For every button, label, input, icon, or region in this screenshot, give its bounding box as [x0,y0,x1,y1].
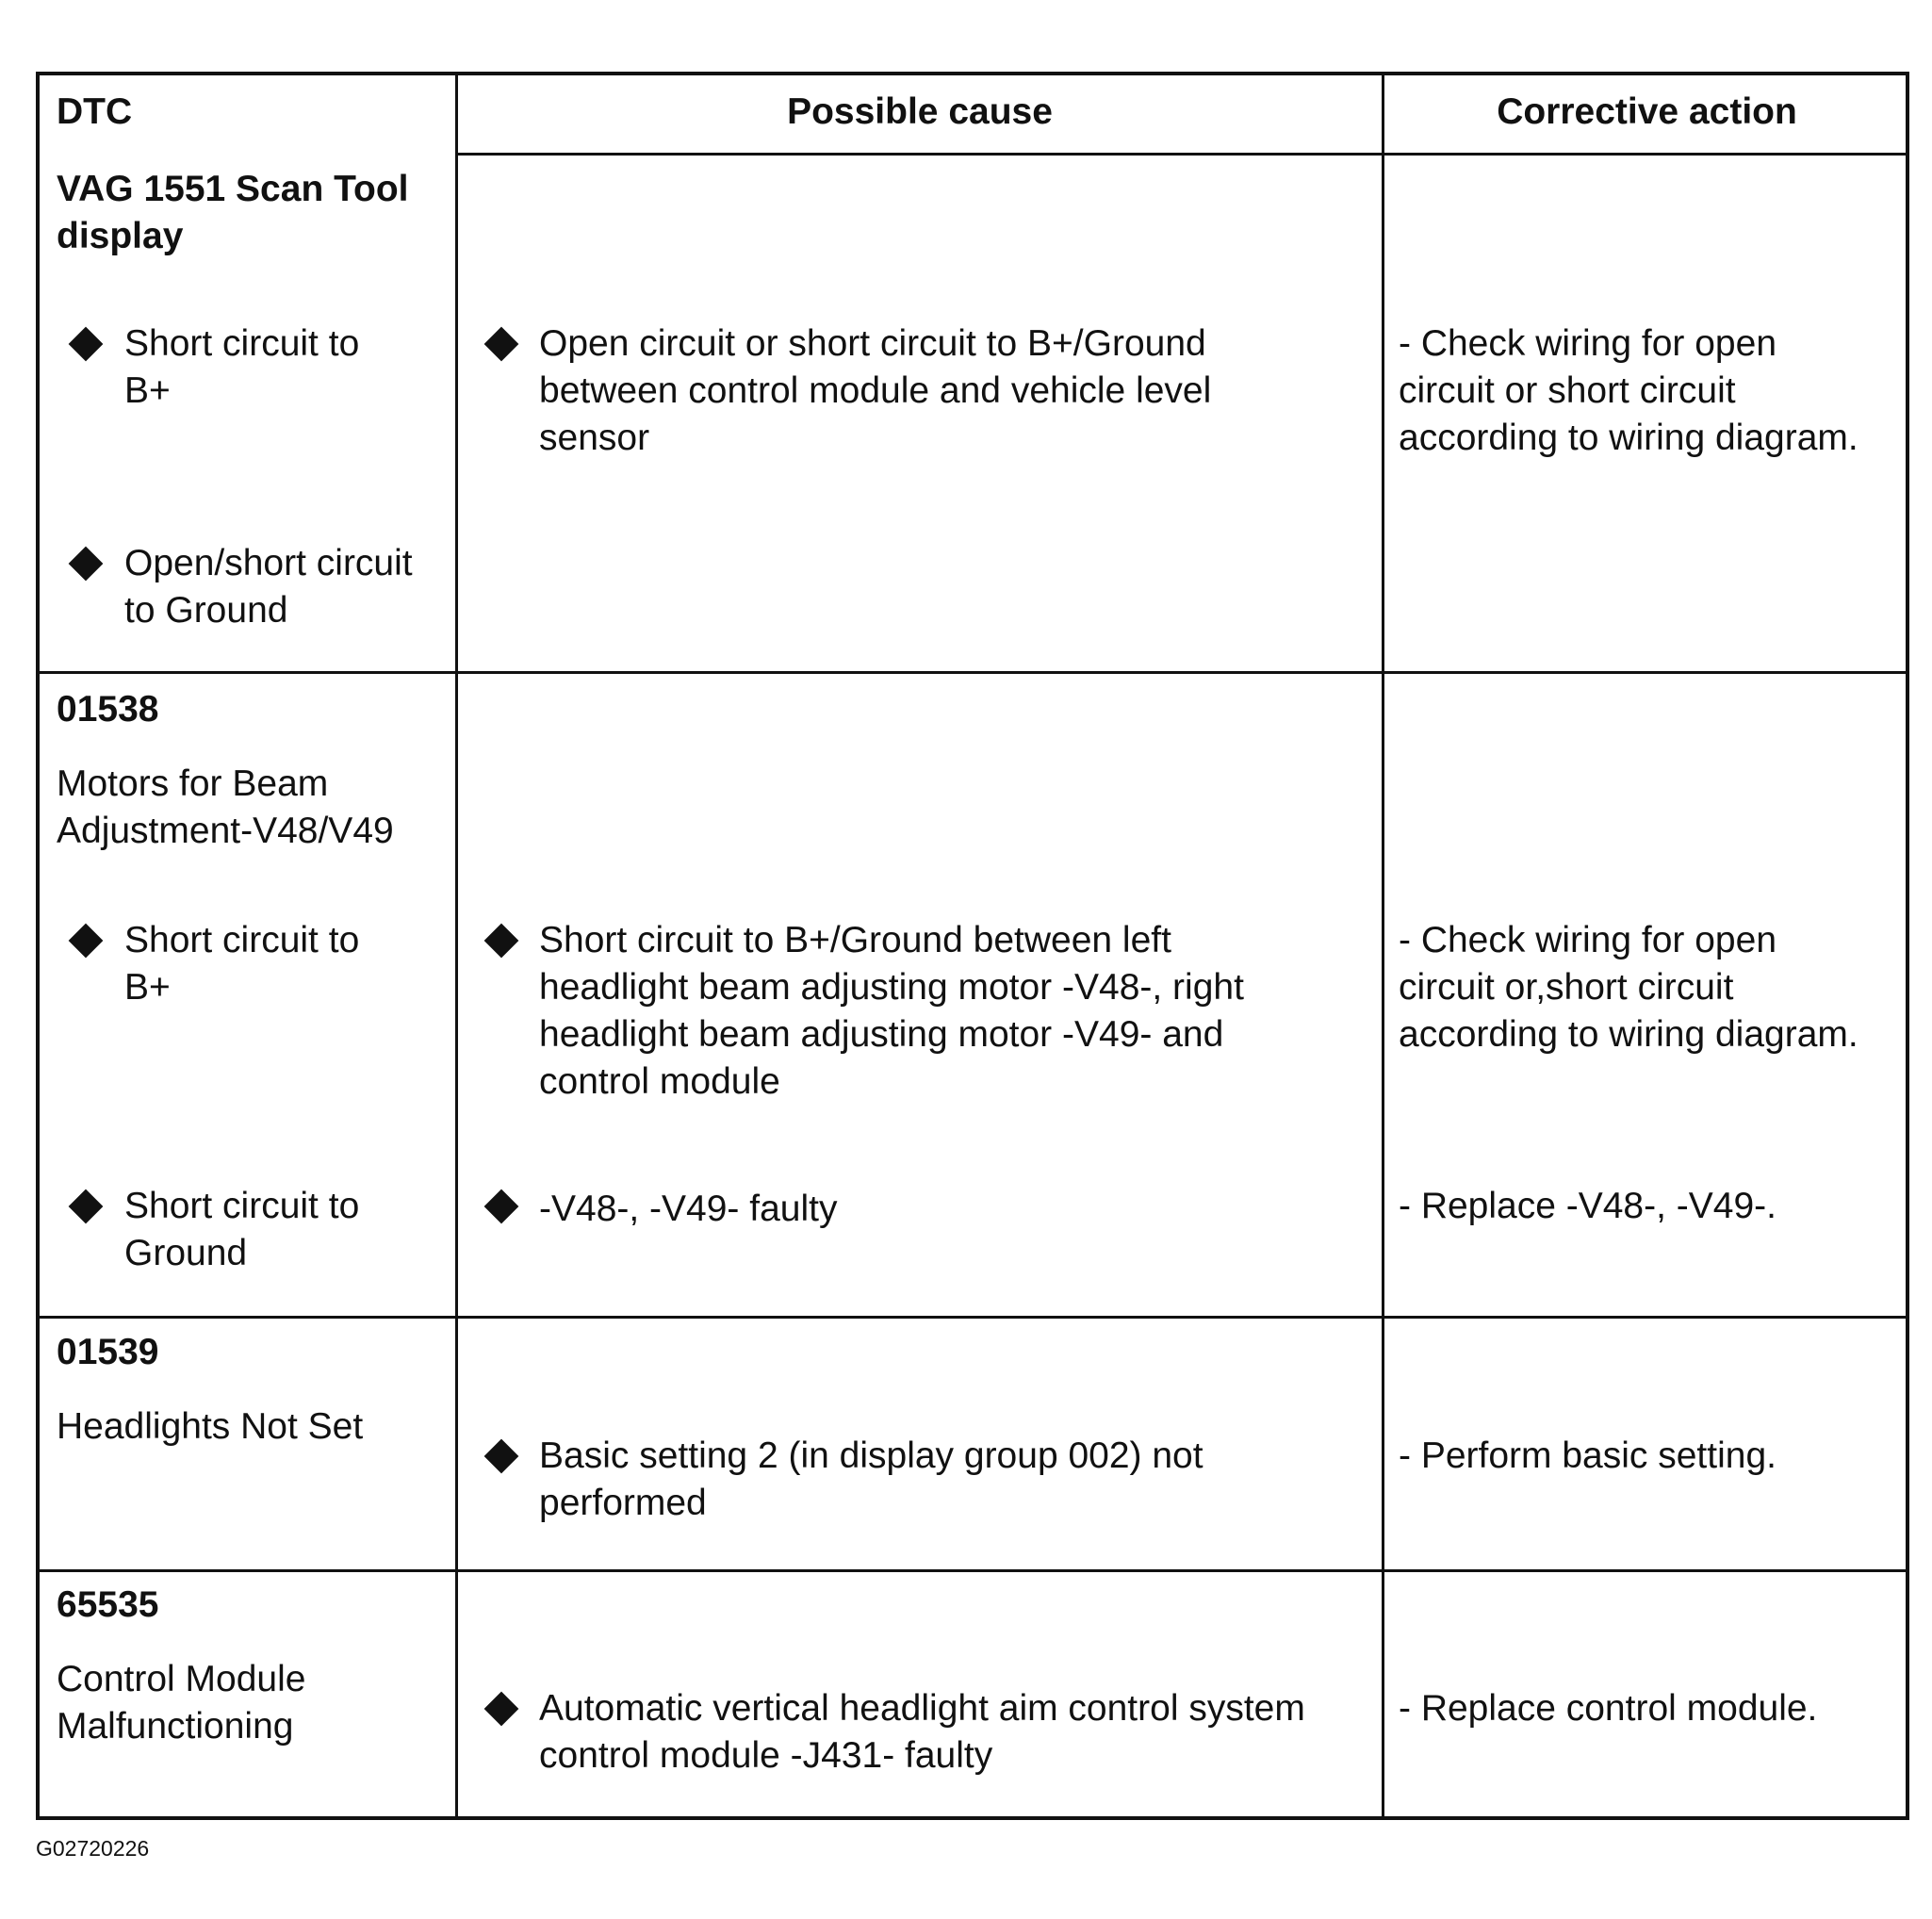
text-line: Short circuit to [124,1186,360,1226]
dtc-table [36,72,1909,1820]
text-line: Open circuit or short circuit to B+/Ground [539,323,1206,364]
text-line: Control Module [57,1659,306,1699]
header-possible-cause: Possible cause [787,91,1053,132]
text-line: - Replace -V48-, -V49-. [1399,1186,1776,1226]
dtc-code: 01538 [57,689,159,730]
text-line: sensor [539,418,650,458]
figure-id: G02720226 [36,1836,150,1861]
text-line: Ground [124,1233,248,1273]
text-line: headlight beam adjusting motor -V48-, right [539,967,1244,1008]
row-divider [40,671,1906,674]
text-line: - Check wiring for open [1399,920,1777,960]
diamond-bullet-icon [484,1692,519,1727]
diamond-bullet-icon [69,327,104,362]
dtc-name [57,1656,305,1750]
dtc-condition [124,540,413,634]
text-line: circuit or short circuit [1399,370,1736,411]
text-line: - Perform basic setting. [1399,1435,1776,1476]
dtc-condition [124,320,359,415]
text-line: control module [539,1061,780,1102]
diamond-bullet-icon [69,547,104,582]
diamond-bullet-icon [484,1439,519,1474]
header-dtc: DTC [57,91,133,132]
dtc-condition [124,917,359,1011]
diamond-bullet-icon [69,1189,104,1224]
text-line: between control module and vehicle level [539,370,1212,411]
scan-tool-title-line: VAG 1551 Scan Tool [57,169,409,209]
text-line: according to wiring diagram. [1399,418,1858,458]
text-line: - Check wiring for open [1399,323,1777,364]
column-divider [1382,75,1384,1816]
text-line: Motors for Beam [57,763,329,804]
text-line: Basic setting 2 (in display group 002) not [539,1435,1203,1476]
possible-cause [539,1433,1203,1527]
diamond-bullet-icon [484,327,519,362]
row-divider [40,1569,1906,1572]
text-line: B+ [124,967,171,1008]
dtc-name [57,1403,363,1451]
corrective-action [1399,320,1858,462]
text-line: Short circuit to [124,323,360,364]
diamond-bullet-icon [69,924,104,959]
text-line: Short circuit to B+/Ground between left [539,920,1171,960]
dtc-code: 65535 [57,1584,159,1625]
diamond-bullet-icon [484,1189,519,1224]
header-divider [455,153,1906,156]
text-line: according to wiring diagram. [1399,1014,1858,1055]
dtc-code: 01539 [57,1332,159,1372]
diamond-bullet-icon [484,924,519,959]
text-line: Adjustment-V48/V49 [57,811,394,851]
dtc-name [57,761,394,855]
dtc-condition [124,1183,359,1277]
header-corrective-action: Corrective action [1497,91,1797,132]
text-line: Headlights Not Set [57,1406,364,1447]
text-line: performed [539,1483,707,1523]
text-line: Short circuit to [124,920,360,960]
possible-cause [539,917,1244,1106]
text-line: to Ground [124,590,288,631]
possible-cause [539,1186,837,1233]
text-line: control module -J431- faulty [539,1735,993,1776]
corrective-action [1399,917,1858,1058]
row-divider [40,1316,1906,1319]
column-divider [455,75,458,1816]
corrective-action [1399,1433,1776,1480]
possible-cause [539,1685,1305,1780]
text-line: B+ [124,370,171,411]
scan-tool-title-line: display [57,216,184,256]
corrective-action [1399,1685,1817,1732]
text-line: Malfunctioning [57,1706,294,1747]
text-line: -V48-, -V49- faulty [539,1189,838,1229]
text-line: circuit or,short circuit [1399,967,1734,1008]
text-line: Open/short circuit [124,543,413,583]
corrective-action [1399,1183,1776,1230]
text-line: Automatic vertical headlight aim control system [539,1688,1305,1729]
scan-tool-title [57,166,409,260]
text-line: - Replace control module. [1399,1688,1818,1729]
possible-cause [539,320,1211,462]
text-line: headlight beam adjusting motor -V49- and [539,1014,1224,1055]
